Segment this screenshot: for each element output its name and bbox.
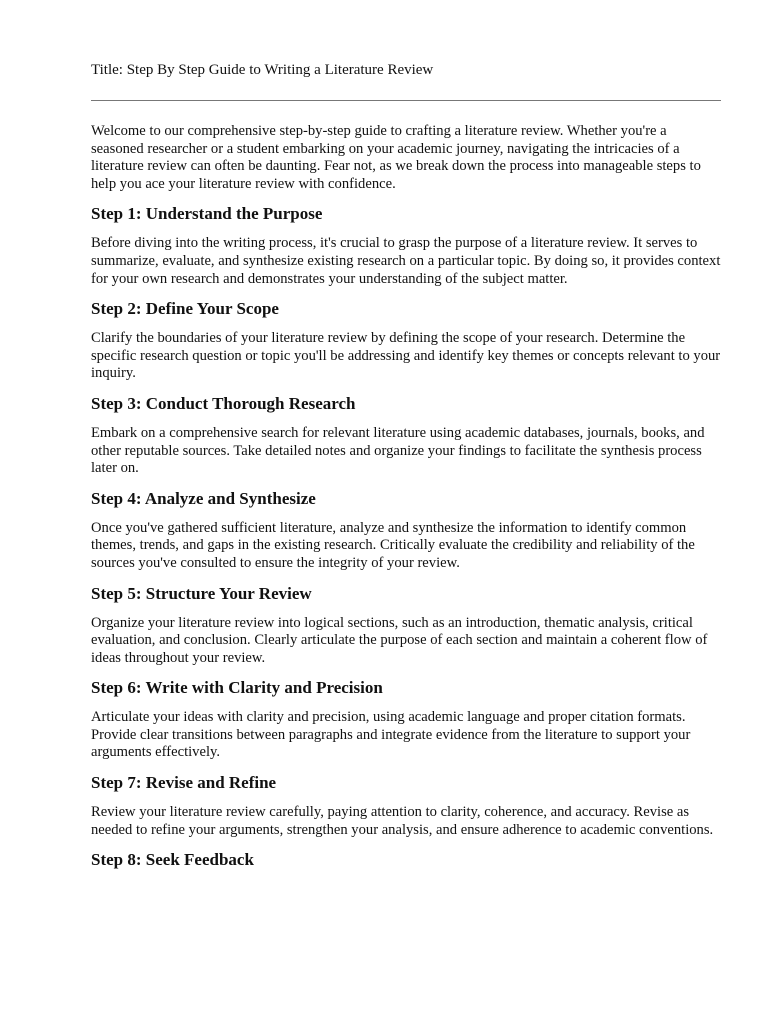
step-heading: Step 3: Conduct Thorough Research <box>91 393 356 413</box>
step-body: Before diving into the writing process, it's crucial to grasp the purpose of a literature review. It serves to summarize, evaluate, and synthesize existing research on a particular topic. By doing so, it provides context for your own research and demonstrates your understanding of the subject matter. <box>91 235 721 287</box>
step-heading: Step 2: Define Your Scope <box>91 299 279 319</box>
step-section <box>91 203 721 288</box>
step-section <box>91 488 721 573</box>
step-heading: Step 8: Seek Feedback <box>91 850 254 870</box>
step-heading: Step 6: Write with Clarity and Precision <box>91 678 383 698</box>
step-section <box>91 393 721 478</box>
step-body: Embark on a comprehensive search for relevant literature using academic databases, journals, books, and other reputable sources. Take detailed notes and organize your findings to facilitate the synthesis process later on. <box>91 424 705 477</box>
intro-paragraph: Welcome to our comprehensive step-by-step guide to crafting a literature review. Whether you're a seasoned researcher or a student embarking on your academic journey, navigating the intricacies of a literature review can often be daunting. Fear not, as we break down the process into manageable steps to help you ace your literature review with confidence. <box>91 123 701 192</box>
step-heading: Step 1: Understand the Purpose <box>91 204 323 224</box>
step-body: Articulate your ideas with clarity and precision, using academic language and proper citation formats. Provide clear transitions between paragraphs and integrate evidence from the literature to support your arguments effectively. <box>91 709 691 761</box>
step-heading: Step 7: Revise and Refine <box>91 773 277 793</box>
step-body: Review your literature review carefully, paying attention to clarity, coherence, and accuracy. Revise as needed to refine your arguments, strengthen your analysis, and ensure adherence to academic conventions. <box>91 804 714 838</box>
step-section <box>91 849 721 871</box>
step-heading: Step 5: Structure Your Review <box>91 583 312 603</box>
step-body: Clarify the boundaries of your literature review by defining the scope of your research. Determine the specific research question or topic you'll be addressing and identify key themes or concepts relevant to your inquiry. <box>91 330 721 382</box>
title-divider <box>91 100 721 101</box>
step-section <box>91 772 721 839</box>
step-body: Once you've gathered sufficient literature, analyze and synthesize the information to identify common themes, trends, and gaps in the existing research. Critically evaluate the credibility and reliability of the sources you've consulted to ensure the integrity of your review. <box>91 519 695 571</box>
step-section <box>91 298 721 383</box>
step-body: Organize your literature review into logical sections, such as an introduction, thematic analysis, critical evaluation, and conclusion. Clearly articulate the purpose of each section and maintain a coherent flow of ideas throughout your review. <box>91 614 708 666</box>
step-section <box>91 583 721 668</box>
document-title: Title: Step By Step Guide to Writing a Literature Review <box>91 62 434 78</box>
step-heading: Step 4: Analyze and Synthesize <box>91 488 316 508</box>
step-section <box>91 677 721 762</box>
document-body <box>91 123 721 881</box>
